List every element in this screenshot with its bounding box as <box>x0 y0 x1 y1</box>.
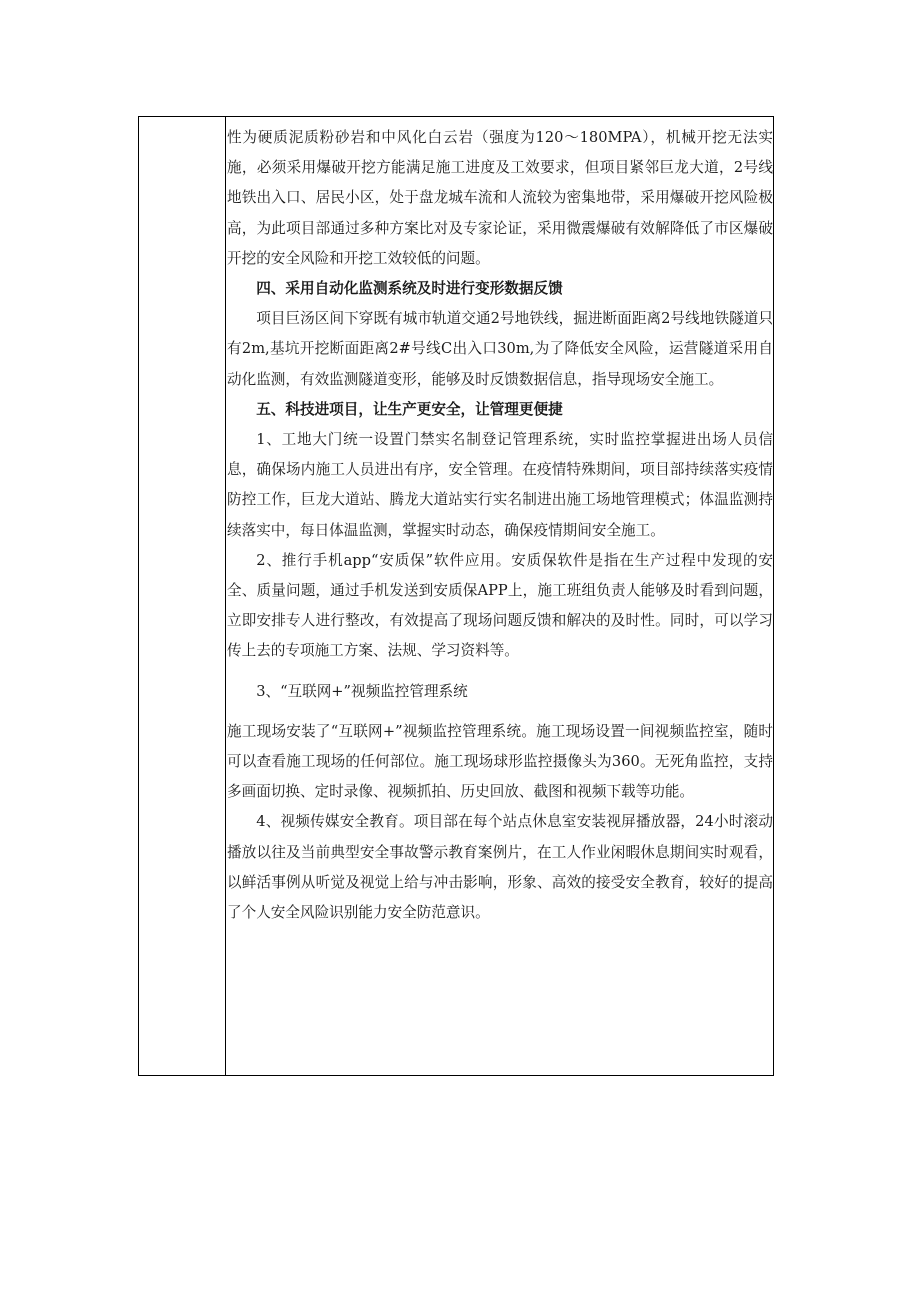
paragraph-blasting: 性为硬质泥质粉砂岩和中风化白云岩（强度为120～180MPA），机械开挖无法实施，必须采用爆破开挖方能满足施工进度及工效要求，但项目紧邻巨龙大道，2号线地铁出入口、居民小区，处于盘龙城车流和人流较为密集地带，采用爆破开挖风险极高，为此项目部通过多种方案比对及专家论证，采用微震爆破有效解降低了市区爆破开挖的安全风险和开挖工效较低的问题。 <box>227 129 773 267</box>
heading-section-4: 四、采用自动化监测系统及时进行变形数据反馈 <box>256 280 563 298</box>
paragraph-app: 2、推行手机app“安质保”软件应用。安质保软件是指在生产过程中发现的安全、质量问题，通过手机发送到安质保APP上，施工班组负责人能够及时看到问题，立即安排专人进行整改，有效提高了现场问题反馈和解决的及时性。同时，可以学习传上去的专项施工方案、法规、学习资料等。 <box>227 551 773 660</box>
heading-section-5: 五、科技进项目，让生产更安全，让管理更便捷 <box>256 400 563 418</box>
paragraph-monitoring: 项目巨汤区间下穿既有城市轨道交通2号地铁线，掘进断面距离2号线地铁隧道只有2m,基坑开挖断面距离2#号线C出入口30m,为了降低安全风险，运营隧道采用自动化监测，有效监测隧道变形，能够及时反馈数据信息，指导现场安全施工。 <box>227 310 773 388</box>
paragraph-video-title: 3、“互联网+”视频监控管理系统 <box>256 682 468 700</box>
paragraph-access-control: 1、工地大门统一设置门禁实名制登记管理系统，实时监控掌握进出场人员信息，确保场内施工人员进出有序，安全管理。在疫情特殊期间，项目部持续落实疫情防控工作，巨龙大道站、腾龙大道站实行实名制进出施工场地管理模式；体温监测持续落实中，每日体温监测，掌握实时动态，确保疫情期间安全施工。 <box>227 431 773 539</box>
paragraph-media-education: 4、视频传媒安全教育。项目部在每个站点休息室安装视屏播放器，24小时滚动播放以往及当前典型安全事故警示教育案例片，在工人作业闲暇休息期间实时观看，以鲜活事例从听觉及视觉上给与冲击影响，形象、高效的接受安全教育，较好的提高了个人安全风险识别能力安全防范意识。 <box>227 813 773 922</box>
content-cell <box>227 123 773 928</box>
paragraph-video-system: 施工现场安装了“互联网+”视频监控管理系统。施工现场设置一间视频监控室，随时可以查看施工现场的任何部位。施工现场球形监控摄像头为360。无死角监控，支持多画面切换、定时录像、视频抓拍、历史回放、截图和视频下载等功能。 <box>227 722 773 801</box>
label-column <box>139 117 226 1075</box>
document-table <box>138 116 774 1076</box>
